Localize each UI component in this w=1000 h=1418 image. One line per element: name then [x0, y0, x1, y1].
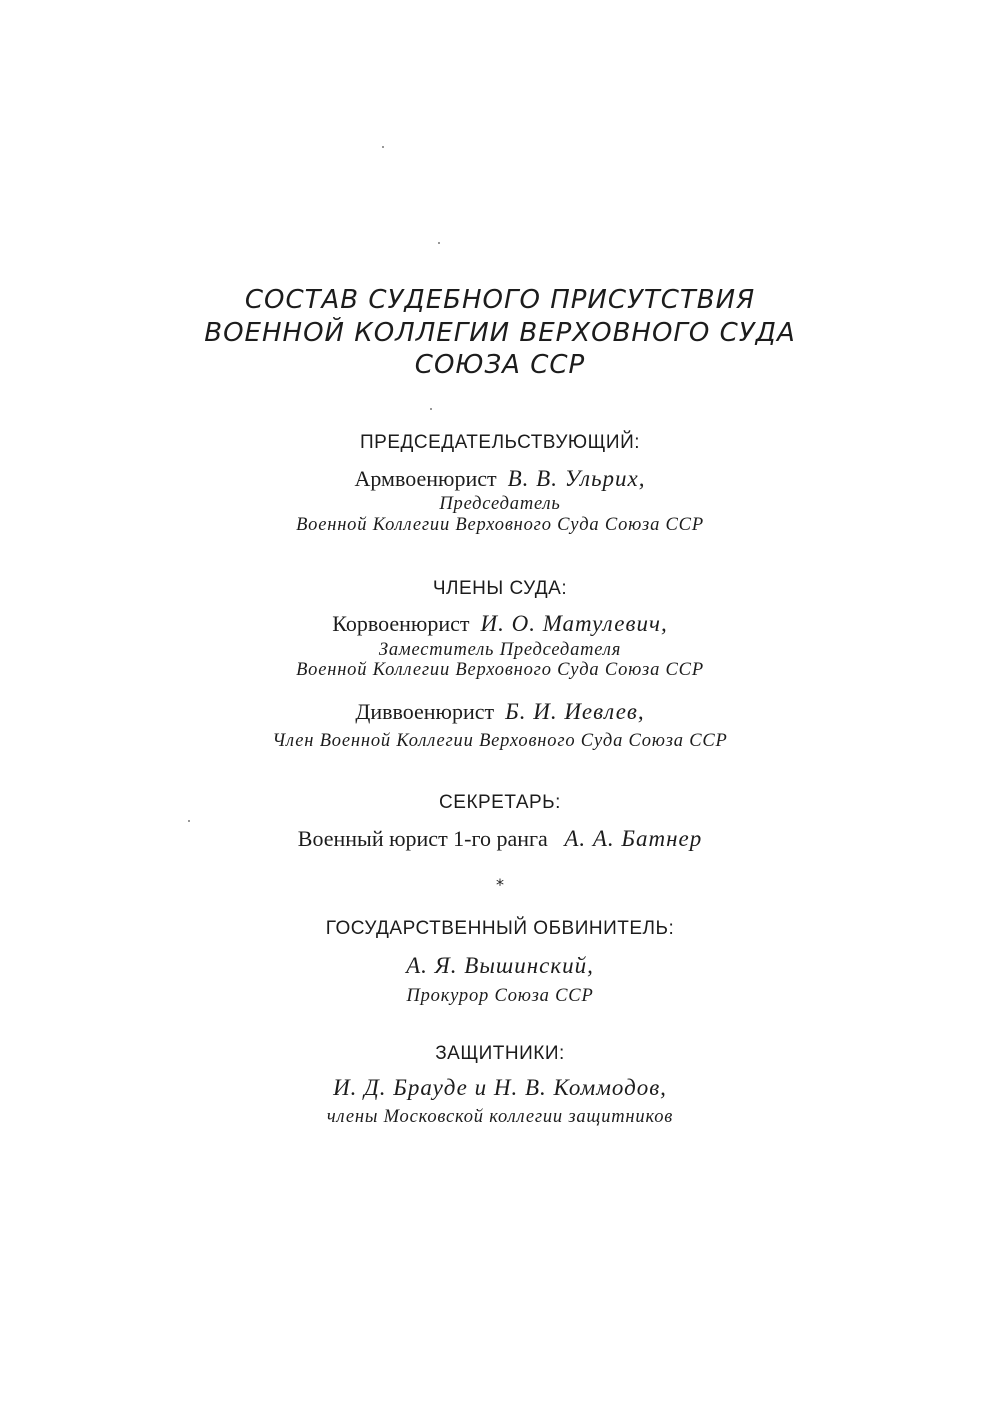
secretary-rank: Военный юрист 1-го ранга: [297, 826, 548, 851]
presiding-post-line-1: Председатель: [439, 494, 561, 514]
secretary-heading: СЕКРЕТАРЬ:: [439, 792, 561, 813]
print-speck: [188, 820, 190, 822]
member-post-line-1: Заместитель Председателя: [378, 640, 622, 660]
secretary-entry: [0, 826, 1000, 852]
defenders-names: И. Д. Брауде и Н. В. Коммодов,: [333, 1075, 667, 1100]
member-name: И. О. Матулевич,: [480, 611, 668, 636]
member-entry: [0, 611, 1000, 637]
prosecutor-heading: ГОСУДАРСТВЕННЫЙ ОБВИНИТЕЛЬ:: [325, 918, 675, 939]
defenders-heading: ЗАЩИТНИКИ:: [435, 1043, 565, 1064]
presiding-name: В. В. Ульрих,: [507, 466, 646, 491]
presiding-entry: [0, 466, 1000, 492]
presiding-post-line-2: Военной Коллегии Верховного Суда Союза ССР: [296, 515, 704, 535]
title-line-2: ВОЕННОЙ КОЛЛЕГИИ ВЕРХОВНОГО СУДА: [204, 318, 796, 348]
title-line-3: СОЮЗА ССР: [414, 350, 586, 380]
member-rank: Корвоенюрист: [332, 611, 470, 636]
members-heading: ЧЛЕНЫ СУДА:: [432, 578, 568, 599]
defenders-post: члены Московской коллегии защитников: [326, 1107, 674, 1127]
prosecutor-name: А. Я. Вышинский,: [406, 953, 594, 978]
presiding-rank: Армвоенюрист: [354, 466, 497, 491]
secretary-name: А. А. Батнер: [564, 826, 703, 851]
title-line-1: СОСТАВ СУДЕБНОГО ПРИСУТСТВИЯ: [244, 285, 756, 315]
print-speck: [382, 146, 384, 148]
prosecutor-post: Прокурор Союза ССР: [406, 986, 594, 1006]
member-post-line-2: Военной Коллегии Верховного Суда Союза ССР: [296, 660, 704, 680]
member-rank: Диввоенюрист: [355, 699, 495, 724]
member-post-line-1: Член Военной Коллегии Верховного Суда Союза ССР: [272, 731, 728, 751]
member-name: Б. И. Иевлев,: [505, 699, 645, 724]
member-entry: [0, 699, 1000, 725]
section-separator: *: [496, 875, 504, 894]
presiding-heading: ПРЕДСЕДАТЕЛЬСТВУЮЩИЙ:: [359, 432, 641, 453]
print-speck: [430, 408, 432, 410]
print-speck: [438, 242, 440, 244]
